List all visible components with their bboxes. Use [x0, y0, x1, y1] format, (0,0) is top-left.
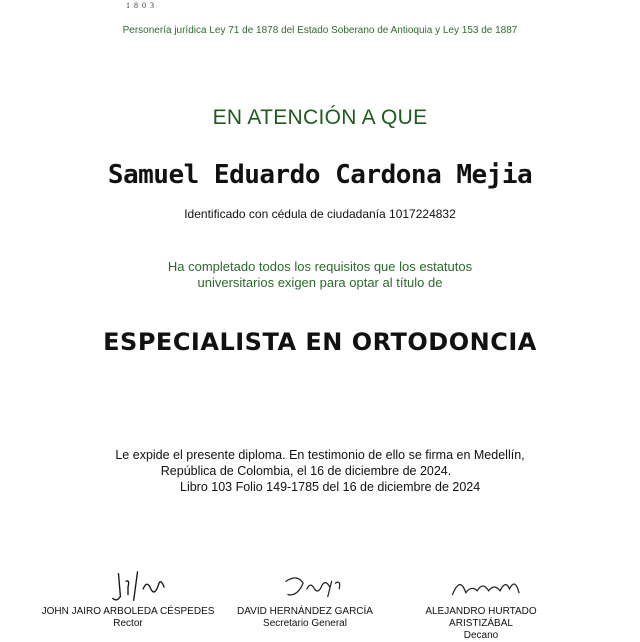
- dean-signature-image: [421, 568, 541, 606]
- legal-notice: Personería jurídica Ley 71 de 1878 del Estado Soberano de Antioquia y Ley 153 de 1887: [122, 25, 518, 36]
- dean-role: Decano: [463, 630, 499, 641]
- requirements-text: [0, 259, 640, 291]
- degree-title: ESPECIALISTA EN ORTODONCIA: [103, 328, 537, 356]
- requirements-line-2: universitarios exigen para optar al título de: [197, 275, 443, 290]
- dean-name-text: ALEJANDRO HURTADO ARISTIZÁBAL: [425, 606, 537, 629]
- founded-year: 1803: [126, 1, 158, 10]
- signature-block-rector: [28, 568, 228, 630]
- secretary-name: DAVID HERNÁNDEZ GARCÍA: [237, 606, 373, 617]
- issue-line-2: República de Colombia, el 16 de diciembre de 2024.: [160, 464, 452, 478]
- dean-name: [381, 606, 581, 630]
- secretary-signature-image: [245, 568, 365, 606]
- recipient-name: Samuel Eduardo Cardona Mejia: [107, 160, 533, 190]
- registry-line: Libro 103 Folio 149-1785 del 16 de diciembre de 2024: [180, 480, 481, 494]
- rector-name: JOHN JAIRO ARBOLEDA CÉSPEDES: [41, 606, 215, 617]
- signature-block-secretary: [205, 568, 405, 630]
- issue-line-1: Le expide el presente diploma. En testimonio de ello se firma en Medellín,: [115, 448, 525, 462]
- requirements-line-1: Ha completado todos los requisitos que los estatutos: [167, 259, 473, 274]
- signature-block-dean: [381, 568, 581, 642]
- secretary-role: Secretario General: [263, 618, 347, 629]
- certificate-heading: EN ATENCIÓN A QUE: [212, 106, 428, 129]
- issue-statement: [0, 447, 640, 479]
- id-line: Identificado con cédula de ciudadanía 1017224832: [184, 207, 456, 221]
- rector-signature-image: [68, 568, 188, 606]
- rector-role: Rector: [113, 618, 143, 629]
